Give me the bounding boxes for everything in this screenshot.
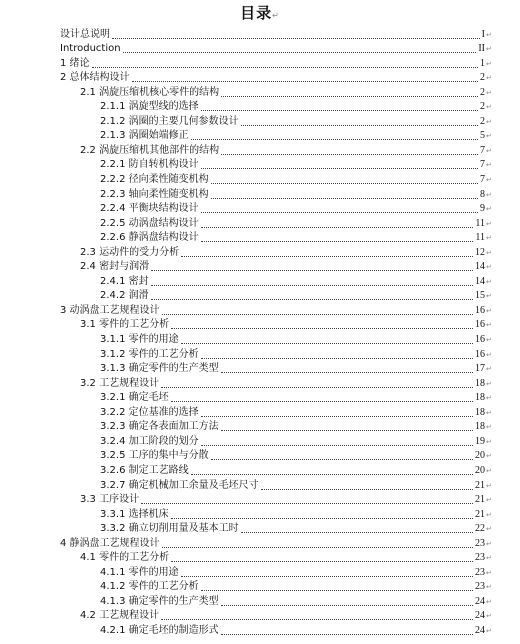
paragraph-mark-icon: ↵ bbox=[486, 583, 492, 592]
dot-leader bbox=[92, 67, 478, 68]
paragraph-mark-icon: ↵ bbox=[486, 525, 492, 534]
toc-entry[interactable] bbox=[60, 593, 494, 608]
toc-entry[interactable] bbox=[60, 259, 494, 274]
paragraph-mark-icon: ↵ bbox=[486, 452, 492, 461]
toc-entry-label: 4.2.1 确定毛坯的制造形式 bbox=[100, 624, 219, 636]
dot-leader bbox=[201, 358, 473, 359]
paragraph-mark-icon: ↵ bbox=[486, 423, 492, 432]
toc-entry-page-number: 24 bbox=[475, 595, 485, 607]
toc-entry-page-number: 20 bbox=[475, 450, 485, 462]
toc-entry[interactable] bbox=[60, 521, 494, 536]
paragraph-mark-icon: ↵ bbox=[486, 408, 492, 417]
toc-entry-label: 2.2.4 平衡块结构设计 bbox=[100, 203, 199, 215]
toc-entry[interactable] bbox=[60, 41, 494, 56]
toc-entry-label: 1 绪论 bbox=[60, 57, 90, 69]
paragraph-mark-icon: ↵ bbox=[486, 263, 492, 272]
dot-leader bbox=[201, 590, 473, 591]
toc-entry-page-number: 18 bbox=[475, 421, 485, 433]
paragraph-mark-icon: ↵ bbox=[486, 190, 492, 199]
toc-entry-label: 3.2.5 工序的集中与分散 bbox=[100, 450, 209, 462]
toc-entry-page-number: 2 bbox=[480, 86, 485, 98]
dot-leader bbox=[151, 270, 473, 271]
paragraph-mark-icon: ↵ bbox=[486, 234, 492, 243]
toc-entry-page-number: 18 bbox=[475, 392, 485, 404]
toc-entry[interactable] bbox=[60, 390, 494, 405]
toc-entry[interactable] bbox=[60, 99, 494, 114]
dot-leader bbox=[161, 619, 473, 620]
dot-leader bbox=[171, 518, 473, 519]
toc-entry[interactable] bbox=[60, 404, 494, 419]
toc-entry-label: 2.1 涡旋压缩机核心零件的结构 bbox=[80, 86, 220, 98]
toc-entry-label: 3.1 零件的工艺分析 bbox=[80, 319, 170, 331]
toc-title-text: 目录 bbox=[240, 4, 273, 22]
toc-entry-label: 4.1.1 零件的用途 bbox=[100, 566, 179, 578]
toc-entry[interactable] bbox=[60, 375, 494, 390]
toc-entry-page-number: 19 bbox=[475, 435, 485, 447]
toc-entry-label: 3.2.3 确定各表面加工方法 bbox=[100, 421, 219, 433]
paragraph-mark-icon: ↵ bbox=[486, 539, 492, 548]
toc-entry-page-number: 21 bbox=[475, 508, 485, 520]
toc-entry-page-number: 15 bbox=[475, 290, 485, 302]
toc-entry[interactable] bbox=[60, 419, 494, 434]
paragraph-mark-icon: ↵ bbox=[486, 45, 492, 54]
toc-entry-label: 4.2 工艺规程设计 bbox=[80, 610, 160, 622]
toc-entry[interactable] bbox=[60, 70, 494, 85]
toc-entry[interactable] bbox=[60, 113, 494, 128]
paragraph-mark-icon: ↵ bbox=[486, 365, 492, 374]
paragraph-mark-icon: ↵ bbox=[486, 394, 492, 403]
paragraph-mark-icon: ↵ bbox=[486, 626, 492, 635]
paragraph-mark-icon: ↵ bbox=[486, 161, 492, 170]
dot-leader bbox=[191, 474, 473, 475]
paragraph-mark-icon: ↵ bbox=[486, 350, 492, 359]
toc-entry-page-number: 21 bbox=[475, 479, 485, 491]
toc-entry-page-number: 21 bbox=[475, 494, 485, 506]
toc-entry[interactable] bbox=[60, 506, 494, 521]
toc-entry-label: 3.2.6 制定工艺路线 bbox=[100, 464, 189, 476]
toc-entry-page-number: 23 bbox=[475, 566, 485, 578]
toc-entry[interactable] bbox=[60, 302, 494, 317]
toc-entry-page-number: 2 bbox=[480, 115, 485, 127]
toc-entry-label: 4.1.3 确定零件的生产类型 bbox=[100, 595, 219, 607]
toc-entry-label: 3 动涡盘工艺规程设计 bbox=[60, 304, 160, 316]
toc-entry-label: 3.3.1 选择机床 bbox=[100, 508, 169, 520]
toc-entry-page-number: 11 bbox=[475, 217, 485, 229]
paragraph-mark-icon: ↵ bbox=[486, 103, 492, 112]
dot-leader bbox=[201, 445, 473, 446]
dot-leader bbox=[162, 547, 473, 548]
dot-leader bbox=[181, 576, 473, 577]
toc-entry[interactable] bbox=[60, 244, 494, 259]
toc-entry-label: 2.2.3 轴向柔性随变机构 bbox=[100, 188, 209, 200]
dot-leader bbox=[171, 401, 473, 402]
dot-leader bbox=[201, 168, 478, 169]
toc-entry-label: 2.1.3 涡圈始端修正 bbox=[100, 130, 189, 142]
toc-entry[interactable] bbox=[60, 448, 494, 463]
toc-entry[interactable] bbox=[60, 288, 494, 303]
paragraph-mark-icon: ↵ bbox=[486, 248, 492, 257]
toc-entry-label: 3.2.4 加工阶段的划分 bbox=[100, 435, 199, 447]
toc-entry[interactable] bbox=[60, 433, 494, 448]
toc-entry-label: 4.1.2 零件的工艺分析 bbox=[100, 581, 199, 593]
dot-leader bbox=[141, 503, 473, 504]
toc-entry[interactable] bbox=[60, 84, 494, 99]
toc-entry-label: 2.4.2 润滑 bbox=[100, 290, 149, 302]
paragraph-mark-icon: ↵ bbox=[486, 466, 492, 475]
toc-entry-label: 2.1.2 涡圈的主要几何参数设计 bbox=[100, 115, 239, 127]
paragraph-mark-icon: ↵ bbox=[486, 379, 492, 388]
paragraph-mark-icon: ↵ bbox=[272, 11, 280, 20]
dot-leader bbox=[181, 256, 473, 257]
toc-entry-page-number: 2 bbox=[480, 101, 485, 113]
paragraph-mark-icon: ↵ bbox=[486, 568, 492, 577]
toc-entry-page-number: 16 bbox=[475, 348, 485, 360]
paragraph-mark-icon: ↵ bbox=[486, 321, 492, 330]
toc-entry-label: 2.4 密封与润滑 bbox=[80, 261, 150, 273]
toc-entry-label: 2.4.1 密封 bbox=[100, 275, 149, 287]
toc-entry-page-number: 11 bbox=[475, 232, 485, 244]
toc-entry-page-number: 5 bbox=[480, 130, 485, 142]
toc-entry-label: 3.1.3 确定零件的生产类型 bbox=[100, 363, 219, 375]
paragraph-mark-icon: ↵ bbox=[486, 59, 492, 68]
toc-entry-label: 3.2.1 确定毛坯 bbox=[100, 392, 169, 404]
paragraph-mark-icon: ↵ bbox=[486, 132, 492, 141]
toc-entry-page-number: 20 bbox=[475, 464, 485, 476]
toc-entry-page-number: 23 bbox=[475, 537, 485, 549]
dot-leader bbox=[201, 227, 474, 228]
toc-title bbox=[0, 3, 520, 26]
paragraph-mark-icon: ↵ bbox=[486, 336, 492, 345]
toc-entry-page-number: 23 bbox=[475, 552, 485, 564]
dot-leader bbox=[201, 241, 474, 242]
toc-entry[interactable] bbox=[60, 128, 494, 143]
toc-entry-page-number: I bbox=[481, 28, 485, 40]
dot-leader bbox=[151, 285, 473, 286]
paragraph-mark-icon: ↵ bbox=[486, 205, 492, 214]
dot-leader bbox=[201, 212, 478, 213]
toc-entry[interactable] bbox=[60, 579, 494, 594]
paragraph-mark-icon: ↵ bbox=[486, 292, 492, 301]
toc-entry[interactable] bbox=[60, 550, 494, 565]
toc-entry[interactable] bbox=[60, 317, 494, 332]
toc-entry[interactable] bbox=[60, 142, 494, 157]
dot-leader bbox=[171, 561, 473, 562]
paragraph-mark-icon: ↵ bbox=[486, 612, 492, 621]
dot-leader bbox=[221, 154, 478, 155]
toc-entry[interactable] bbox=[60, 462, 494, 477]
toc-entry-label: 2.2 涡旋压缩机其他部件的结构 bbox=[80, 144, 220, 156]
toc-entry-label: 3.2.2 定位基准的选择 bbox=[100, 406, 199, 418]
toc-entry[interactable] bbox=[60, 535, 494, 550]
dot-leader bbox=[221, 430, 473, 431]
dot-leader bbox=[123, 52, 477, 53]
toc-entry-page-number: 16 bbox=[475, 319, 485, 331]
dot-leader bbox=[221, 372, 473, 373]
toc-entry-label: 4 静涡盘工艺规程设计 bbox=[60, 537, 160, 549]
paragraph-mark-icon: ↵ bbox=[486, 437, 492, 446]
toc-entry-page-number: 7 bbox=[480, 159, 485, 171]
toc-entry[interactable] bbox=[60, 186, 494, 201]
toc-entry-label: 3.1.2 零件的工艺分析 bbox=[100, 348, 199, 360]
toc-entry-label: 2 总体结构设计 bbox=[60, 72, 130, 84]
paragraph-mark-icon: ↵ bbox=[486, 277, 492, 286]
toc-entry[interactable] bbox=[60, 331, 494, 346]
dot-leader bbox=[261, 489, 473, 490]
toc-entry-label: 2.1.1 涡旋型线的选择 bbox=[100, 101, 199, 113]
paragraph-mark-icon: ↵ bbox=[486, 88, 492, 97]
dot-leader bbox=[132, 81, 478, 82]
toc-entry-page-number: 7 bbox=[480, 144, 485, 156]
dot-leader bbox=[211, 459, 473, 460]
toc-entry-page-number: 24 bbox=[475, 610, 485, 622]
toc-entry-label: 3.2.7 确定机械加工余量及毛坯尺寸 bbox=[100, 479, 259, 491]
paragraph-mark-icon: ↵ bbox=[486, 30, 492, 39]
dot-leader bbox=[161, 387, 473, 388]
toc-entry-page-number: 9 bbox=[480, 203, 485, 215]
toc-entry-label: 2.2.5 动涡盘结构设计 bbox=[100, 217, 199, 229]
paragraph-mark-icon: ↵ bbox=[486, 146, 492, 155]
toc-entry-page-number: 14 bbox=[475, 275, 485, 287]
table-of-contents bbox=[60, 26, 494, 637]
paragraph-mark-icon: ↵ bbox=[486, 306, 492, 315]
toc-entry-page-number: 16 bbox=[475, 304, 485, 316]
toc-entry[interactable] bbox=[60, 608, 494, 623]
toc-entry-page-number: 24 bbox=[475, 624, 485, 636]
dot-leader bbox=[162, 314, 473, 315]
paragraph-mark-icon: ↵ bbox=[486, 597, 492, 606]
dot-leader bbox=[151, 299, 473, 300]
paragraph-mark-icon: ↵ bbox=[486, 554, 492, 563]
toc-entry-label: 3.1.1 零件的用途 bbox=[100, 334, 179, 346]
toc-entry[interactable] bbox=[60, 273, 494, 288]
toc-entry-label: 2.2.6 静涡盘结构设计 bbox=[100, 232, 199, 244]
paragraph-mark-icon: ↵ bbox=[486, 176, 492, 185]
toc-entry[interactable] bbox=[60, 346, 494, 361]
toc-entry-page-number: 17 bbox=[475, 363, 485, 375]
toc-entry[interactable] bbox=[60, 171, 494, 186]
toc-entry-page-number: II bbox=[478, 43, 485, 55]
toc-entry-page-number: 7 bbox=[480, 174, 485, 186]
toc-entry[interactable] bbox=[60, 477, 494, 492]
dot-leader bbox=[211, 198, 478, 199]
dot-leader bbox=[191, 139, 478, 140]
dot-leader bbox=[181, 343, 473, 344]
toc-entry[interactable] bbox=[60, 361, 494, 376]
dot-leader bbox=[221, 634, 473, 635]
toc-entry-label: 4.1 零件的工艺分析 bbox=[80, 552, 170, 564]
dot-leader bbox=[221, 96, 478, 97]
toc-entry[interactable] bbox=[60, 157, 494, 172]
toc-entry-label: 设计总说明 bbox=[60, 28, 110, 40]
dot-leader bbox=[112, 38, 480, 39]
toc-entry-page-number: 23 bbox=[475, 581, 485, 593]
paragraph-mark-icon: ↵ bbox=[486, 74, 492, 83]
toc-entry[interactable] bbox=[60, 622, 494, 637]
toc-entry-page-number: 1 bbox=[480, 57, 485, 69]
toc-entry-label: 2.2.1 防自转机构设计 bbox=[100, 159, 199, 171]
toc-entry-page-number: 22 bbox=[475, 523, 485, 535]
toc-entry[interactable] bbox=[60, 230, 494, 245]
paragraph-mark-icon: ↵ bbox=[486, 117, 492, 126]
toc-entry-label: Introduction bbox=[60, 43, 121, 55]
toc-entry[interactable] bbox=[60, 26, 494, 41]
toc-entry[interactable] bbox=[60, 564, 494, 579]
dot-leader bbox=[211, 183, 478, 184]
toc-entry[interactable] bbox=[60, 201, 494, 216]
toc-entry-label: 3.3.2 确立切削用量及基本工时 bbox=[100, 523, 239, 535]
toc-entry-label: 3.3 工序设计 bbox=[80, 494, 140, 506]
toc-entry-page-number: 12 bbox=[475, 246, 485, 258]
paragraph-mark-icon: ↵ bbox=[486, 219, 492, 228]
toc-entry-label: 2.3 运动件的受力分析 bbox=[80, 246, 180, 258]
toc-entry[interactable] bbox=[60, 492, 494, 507]
dot-leader bbox=[221, 605, 473, 606]
dot-leader bbox=[201, 110, 478, 111]
dot-leader bbox=[201, 416, 473, 417]
toc-entry-page-number: 2 bbox=[480, 72, 485, 84]
dot-leader bbox=[241, 532, 473, 533]
paragraph-mark-icon: ↵ bbox=[486, 496, 492, 505]
toc-entry-page-number: 18 bbox=[475, 406, 485, 418]
toc-entry-page-number: 18 bbox=[475, 377, 485, 389]
toc-entry-label: 3.2 工艺规程设计 bbox=[80, 377, 160, 389]
toc-entry-page-number: 8 bbox=[480, 188, 485, 200]
toc-entry[interactable] bbox=[60, 55, 494, 70]
paragraph-mark-icon: ↵ bbox=[486, 481, 492, 490]
toc-entry-label: 2.2.2 径向柔性随变机构 bbox=[100, 174, 209, 186]
dot-leader bbox=[171, 328, 473, 329]
paragraph-mark-icon: ↵ bbox=[486, 510, 492, 519]
toc-entry-page-number: 16 bbox=[475, 334, 485, 346]
dot-leader bbox=[241, 125, 478, 126]
toc-entry-page-number: 14 bbox=[475, 261, 485, 273]
toc-entry[interactable] bbox=[60, 215, 494, 230]
